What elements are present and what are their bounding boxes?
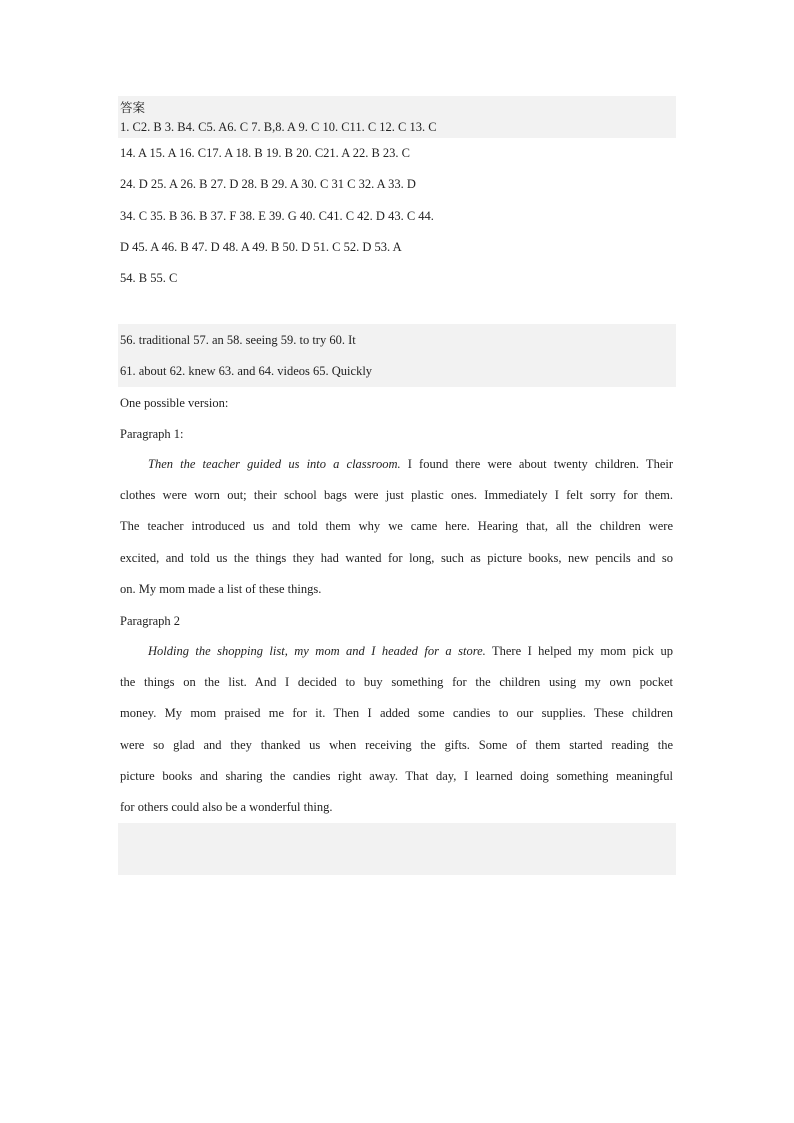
- answer-heading: 答案: [120, 101, 146, 115]
- paragraph-1: [120, 449, 673, 605]
- answer-row-6: 54. B 55. C: [120, 271, 178, 285]
- answer-row-4: 34. C 35. B 36. B 37. F 38. E 39. G 40. C41. C 42. D 43. C 44.: [120, 209, 434, 223]
- answer-block-fill: [118, 324, 676, 387]
- answer-block-mcq-text: [118, 96, 676, 296]
- paragraph-2-lead: Holding the shopping list, my mom and I headed for a store.: [148, 644, 486, 658]
- paragraph-2-label: Paragraph 2: [120, 614, 181, 628]
- paragraph-1-line-3: The teacher introduced us and told them why we came here. Hearing that, all the children were: [120, 519, 673, 534]
- paragraph-2-line-2: the things on the list. And I decided to buy something for the children using my own pocket: [120, 675, 673, 690]
- empty-gray-block: [118, 823, 676, 875]
- fill-row-1: 56. traditional 57. an 58. seeing 59. to try 60. It: [120, 333, 356, 347]
- paragraph-1-line-1: Then the teacher guided us into a classroom. I found there were about twenty children. Their: [148, 457, 673, 471]
- paragraph-1-line-5: on. My mom made a list of these things.: [120, 581, 322, 596]
- fill-row-2: 61. about 62. knew 63. and 64. videos 65. Quickly: [120, 364, 373, 378]
- paragraph-2-line-6: for others could also be a wonderful thing.: [120, 800, 333, 815]
- answer-row-5: D 45. A 46. B 47. D 48. A 49. B 50. D 51. C 52. D 53. A: [120, 240, 402, 254]
- paragraph-1-label: Paragraph 1:: [120, 427, 184, 441]
- paragraph-1-lead: Then the teacher guided us into a classroom.: [148, 457, 401, 471]
- paragraph-2-line-1: Holding the shopping list, my mom and I headed for a store. There I helped my mom pick up: [148, 644, 673, 658]
- paragraph-2-line-5: picture books and sharing the candies right away. That day, I learned doing something meaningful: [120, 768, 673, 783]
- paragraph-2-line-3: money. My mom praised me for it. Then I added some candies to our supplies. These children: [120, 706, 673, 721]
- paragraph-1-line-2: clothes were worn out; their school bags were just plastic ones. Immediately I felt sorry for them.: [120, 488, 673, 503]
- paragraph-1-line-4: excited, and told us the things they had wanted for long, such as picture books, new pencils and so: [120, 550, 673, 565]
- answer-row-3: 24. D 25. A 26. B 27. D 28. B 29. A 30. C 31 C 32. A 33. D: [120, 177, 416, 191]
- paragraph-2: [120, 636, 673, 823]
- version-label: One possible version:: [120, 396, 229, 410]
- answer-row-1: 1. C2. B 3. B4. C5. A6. C 7. B,8. A 9. C 10. C11. C 12. C 13. C: [120, 120, 437, 134]
- answer-row-2: 14. A 15. A 16. C17. A 18. B 19. B 20. C21. A 22. B 23. C: [120, 146, 410, 160]
- paragraph-2-line-4: were so glad and they thanked us when receiving the gifts. Some of them started reading the: [120, 737, 673, 752]
